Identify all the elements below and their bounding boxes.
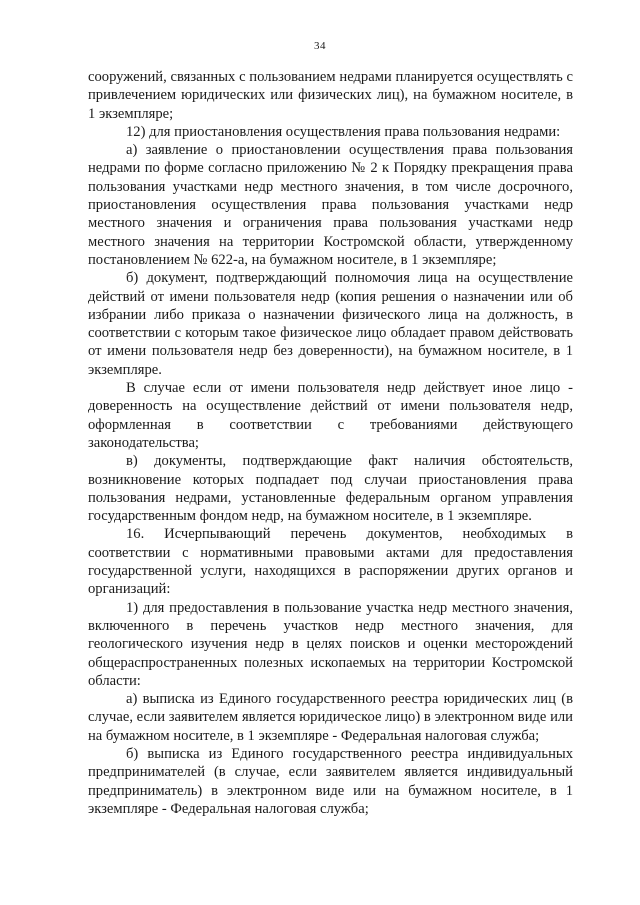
paragraph-subitem-a: а) заявление о приостановлении осуществления права пользования недрами по форме согласно приложению № 2 к Порядку прекращения права пользования участками недр местного значения, в том числе досрочного, приостановления осуществления права пользования участками недр местного значения и ограничения права пользования участками недр местного значения на территории Костромской области, утвержденному постановлением № 622-а, на бумажном носителе, в 1 экземпляре; xyxy=(88,142,573,268)
paragraph-subitem-v: в) документы, подтверждающие факт наличия обстоятельств, возникновение которых подпадает под случаи приостановления права пользования недрами, установленные федеральным органом управления государственным фондом недр, на бумажном носителе, в 1 экземпляре. xyxy=(88,453,573,525)
document-body xyxy=(88,68,573,818)
paragraph-subitem-b: б) документ, подтверждающий полномочия лица на осуществление действий от имени пользователя недр (копия решения о назначении или об избрании либо приказа о назначении физического лица на должность, в соответствии с которым такое физическое лицо обладает правом действовать от имени пользователя недр без доверенности), на бумажном носителе, в 1 экземпляре. xyxy=(88,270,573,378)
paragraph-subitem-a-2: а) выписка из Единого государственного реестра юридических лиц (в случае, если заявителем является юридическое лицо) в электронном виде или на бумажном носителе, в 1 экземпляре - Федеральная налоговая служба; xyxy=(88,691,573,744)
paragraph-continuation: сооружений, связанных с пользованием недрами планируется осуществлять с привлечением юридических или физических лиц), на бумажном носителе, в 1 экземпляре; xyxy=(88,69,573,122)
paragraph-item-12: 12) для приостановления осуществления права пользования недрами: xyxy=(126,123,561,140)
paragraph-item-1: 1) для предоставления в пользование участка недр местного значения, включенного в перечень участков недр местного значения, для геологического изучения недр в целях поисков и оценки месторождений общераспространенных полезных ископаемых на территории Костромской области: xyxy=(88,599,573,689)
paragraph-section-16: 16. Исчерпывающий перечень документов, необходимых в соответствии с нормативными правовыми актами для предоставления государственной услуги, находящихся в распоряжении других органов и организаций: xyxy=(88,526,573,598)
page-number: 34 xyxy=(314,40,326,52)
paragraph-subitem-b-2: б) выписка из Единого государственного реестра индивидуальных предпринимателей (в случае, если заявителем является индивидуальный предприниматель) в электронном виде или на бумажном носителе, в 1 экземпляре - Федеральная налоговая служба; xyxy=(88,745,573,817)
paragraph-proxy-note: В случае если от имени пользователя недр действует иное лицо - доверенность на осуществление действий от имени пользователя недр, оформленная в соответствии с требованиями действующего законодательства; xyxy=(88,380,573,451)
